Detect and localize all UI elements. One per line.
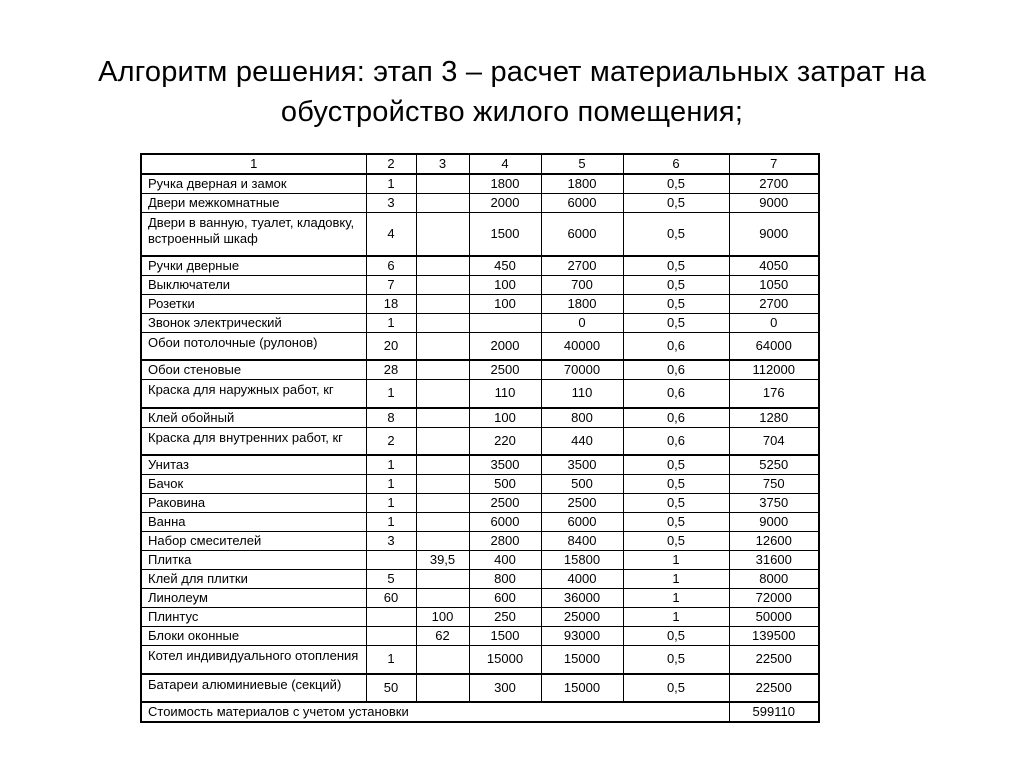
cell-value: 8000 [729, 570, 819, 589]
cell-value [416, 427, 469, 455]
cell-value: 8 [366, 408, 416, 428]
cell-value: 1500 [469, 213, 541, 256]
cell-value [416, 646, 469, 674]
cell-value: 12600 [729, 532, 819, 551]
cell-value: 4050 [729, 256, 819, 276]
cell-value: 1 [366, 475, 416, 494]
cell-value: 0,6 [623, 332, 729, 360]
table-row [141, 275, 819, 294]
table-row [141, 551, 819, 570]
cell-item-name: Блоки оконные [141, 627, 366, 646]
total-value: 599110 [729, 702, 819, 722]
cell-value: 0,6 [623, 408, 729, 428]
cell-value [366, 627, 416, 646]
cell-value: 1800 [541, 174, 623, 194]
cell-value [366, 551, 416, 570]
cell-value: 110 [541, 380, 623, 408]
table-row [141, 194, 819, 213]
cell-value: 40000 [541, 332, 623, 360]
total-label: Стоимость материалов с учетом установки [141, 702, 729, 722]
cell-item-name: Розетки [141, 294, 366, 313]
cell-value: 72000 [729, 589, 819, 608]
materials-cost-table-wrapper [140, 153, 820, 723]
cell-value: 2800 [469, 532, 541, 551]
table-row [141, 674, 819, 702]
column-header: 4 [469, 154, 541, 174]
cell-item-name: Обои потолочные (рулонов) [141, 332, 366, 360]
cell-item-name: Набор смесителей [141, 532, 366, 551]
table-row [141, 646, 819, 674]
cell-value: 700 [541, 275, 623, 294]
cell-value: 1 [366, 455, 416, 475]
cell-value: 2500 [469, 360, 541, 380]
cell-value: 0,5 [623, 174, 729, 194]
cell-value: 0,5 [623, 194, 729, 213]
table-header-row [141, 154, 819, 174]
cell-value: 6000 [469, 513, 541, 532]
cell-value: 64000 [729, 332, 819, 360]
table-row [141, 494, 819, 513]
cell-value [366, 608, 416, 627]
table-row [141, 427, 819, 455]
cell-value: 100 [469, 275, 541, 294]
cell-value: 31600 [729, 551, 819, 570]
cell-value [416, 174, 469, 194]
cell-value: 4 [366, 213, 416, 256]
cell-value: 1050 [729, 275, 819, 294]
cell-value: 6000 [541, 194, 623, 213]
cell-value: 0,5 [623, 646, 729, 674]
cell-item-name: Ручки дверные [141, 256, 366, 276]
cell-value [416, 360, 469, 380]
cell-value [416, 513, 469, 532]
table-row [141, 213, 819, 256]
cell-value: 1 [623, 551, 729, 570]
cell-value: 4000 [541, 570, 623, 589]
cell-value: 1800 [469, 174, 541, 194]
cell-item-name: Клей обойный [141, 408, 366, 428]
cell-value: 6000 [541, 213, 623, 256]
cell-value: 2500 [469, 494, 541, 513]
cell-value: 0 [541, 313, 623, 332]
cell-value: 28 [366, 360, 416, 380]
table-row [141, 627, 819, 646]
cell-value: 0,5 [623, 513, 729, 532]
cell-value: 1 [623, 608, 729, 627]
cell-item-name: Ванна [141, 513, 366, 532]
cell-value: 500 [541, 475, 623, 494]
cell-value [416, 532, 469, 551]
cell-value: 3 [366, 532, 416, 551]
table-row [141, 294, 819, 313]
cell-value [416, 194, 469, 213]
cell-value [416, 494, 469, 513]
cell-item-name: Бачок [141, 475, 366, 494]
cell-value: 500 [469, 475, 541, 494]
table-row [141, 332, 819, 360]
cell-value: 15000 [469, 646, 541, 674]
cell-item-name: Линолеум [141, 589, 366, 608]
cell-value: 3 [366, 194, 416, 213]
cell-value: 1 [366, 313, 416, 332]
cell-value: 70000 [541, 360, 623, 380]
cell-value [416, 380, 469, 408]
cell-item-name: Выключатели [141, 275, 366, 294]
cell-value: 2700 [541, 256, 623, 276]
cell-value: 139500 [729, 627, 819, 646]
cell-value: 0,6 [623, 427, 729, 455]
cell-item-name: Раковина [141, 494, 366, 513]
table-row [141, 475, 819, 494]
cell-value: 250 [469, 608, 541, 627]
cell-value: 15000 [541, 674, 623, 702]
cell-value: 0,5 [623, 275, 729, 294]
cell-value: 0,5 [623, 313, 729, 332]
cell-value: 93000 [541, 627, 623, 646]
cell-value [416, 256, 469, 276]
cell-value: 0,5 [623, 294, 729, 313]
column-header: 3 [416, 154, 469, 174]
cell-value: 0,5 [623, 627, 729, 646]
table-row [141, 313, 819, 332]
cell-item-name: Краска для наружных работ, кг [141, 380, 366, 408]
cell-value: 18 [366, 294, 416, 313]
cell-value: 9000 [729, 213, 819, 256]
cell-value [416, 674, 469, 702]
table-row [141, 513, 819, 532]
cell-value: 22500 [729, 646, 819, 674]
cell-value: 0,6 [623, 360, 729, 380]
cell-value: 36000 [541, 589, 623, 608]
cell-value: 2500 [541, 494, 623, 513]
cell-value: 15800 [541, 551, 623, 570]
cell-value: 100 [469, 408, 541, 428]
cell-value: 1500 [469, 627, 541, 646]
cell-value: 1 [623, 570, 729, 589]
cell-value: 22500 [729, 674, 819, 702]
cell-value: 300 [469, 674, 541, 702]
cell-value [416, 332, 469, 360]
cell-value [416, 294, 469, 313]
table-row [141, 570, 819, 589]
table-row [141, 589, 819, 608]
cell-value: 3500 [469, 455, 541, 475]
slide-title-line-2: обустройство жилого помещения; [280, 96, 744, 128]
cell-value: 0,6 [623, 380, 729, 408]
slide-title-line-1: Алгоритм решения: этап 3 – расчет материальных затрат на [98, 56, 926, 88]
column-header: 2 [366, 154, 416, 174]
cell-value: 50 [366, 674, 416, 702]
cell-value: 1 [366, 380, 416, 408]
cell-item-name: Краска для внутренних работ, кг [141, 427, 366, 455]
cell-value [469, 313, 541, 332]
cell-value: 2 [366, 427, 416, 455]
column-header: 5 [541, 154, 623, 174]
cell-value: 1 [623, 589, 729, 608]
cell-item-name: Двери в ванную, туалет, кладовку, встроенный шкаф [141, 213, 366, 256]
table-row [141, 380, 819, 408]
cell-value: 1 [366, 513, 416, 532]
cell-value: 112000 [729, 360, 819, 380]
table-row [141, 455, 819, 475]
table-row [141, 608, 819, 627]
cell-value: 1 [366, 174, 416, 194]
cell-value [416, 275, 469, 294]
cell-item-name: Плинтус [141, 608, 366, 627]
cell-item-name: Унитаз [141, 455, 366, 475]
cell-value: 176 [729, 380, 819, 408]
cell-value: 0,5 [623, 455, 729, 475]
cell-value [416, 213, 469, 256]
table-row [141, 256, 819, 276]
cell-item-name: Котел индивидуального отопления [141, 646, 366, 674]
cell-value [416, 570, 469, 589]
cell-value [416, 475, 469, 494]
cell-value: 704 [729, 427, 819, 455]
cell-value [416, 408, 469, 428]
cell-value: 0,5 [623, 674, 729, 702]
cell-value [416, 313, 469, 332]
cell-value: 0 [729, 313, 819, 332]
cell-value: 0,5 [623, 475, 729, 494]
cell-item-name: Обои стеновые [141, 360, 366, 380]
slide-title [0, 52, 1024, 132]
materials-cost-table [140, 153, 820, 723]
cell-value: 0,5 [623, 256, 729, 276]
cell-value: 0,5 [623, 494, 729, 513]
column-header: 7 [729, 154, 819, 174]
cell-value: 800 [469, 570, 541, 589]
cell-value: 0,5 [623, 532, 729, 551]
cell-value: 6000 [541, 513, 623, 532]
cell-item-name: Плитка [141, 551, 366, 570]
cell-value: 3500 [541, 455, 623, 475]
cell-value: 7 [366, 275, 416, 294]
cell-value: 62 [416, 627, 469, 646]
table-total-row [141, 702, 819, 722]
cell-value: 400 [469, 551, 541, 570]
cell-value: 25000 [541, 608, 623, 627]
cell-value: 600 [469, 589, 541, 608]
cell-value: 110 [469, 380, 541, 408]
cell-value: 9000 [729, 513, 819, 532]
table-row [141, 532, 819, 551]
cell-value: 450 [469, 256, 541, 276]
cell-value: 220 [469, 427, 541, 455]
cell-value: 6 [366, 256, 416, 276]
cell-value: 9000 [729, 194, 819, 213]
cell-value: 60 [366, 589, 416, 608]
cell-value: 3750 [729, 494, 819, 513]
cell-value: 2700 [729, 174, 819, 194]
cell-value: 100 [416, 608, 469, 627]
cell-item-name: Звонок электрический [141, 313, 366, 332]
cell-value: 800 [541, 408, 623, 428]
cell-value: 0,5 [623, 213, 729, 256]
cell-value [416, 455, 469, 475]
cell-value: 2000 [469, 332, 541, 360]
cell-item-name: Ручка дверная и замок [141, 174, 366, 194]
cell-value: 1 [366, 494, 416, 513]
cell-value [416, 589, 469, 608]
cell-value: 100 [469, 294, 541, 313]
cell-value: 5250 [729, 455, 819, 475]
table-row [141, 360, 819, 380]
cell-value: 1 [366, 646, 416, 674]
cell-value: 2700 [729, 294, 819, 313]
column-header: 6 [623, 154, 729, 174]
cell-item-name: Клей для плитки [141, 570, 366, 589]
cell-value: 50000 [729, 608, 819, 627]
table-row [141, 408, 819, 428]
table-row [141, 174, 819, 194]
cell-value: 750 [729, 475, 819, 494]
cell-value: 20 [366, 332, 416, 360]
cell-item-name: Двери межкомнатные [141, 194, 366, 213]
column-header: 1 [141, 154, 366, 174]
cell-value: 8400 [541, 532, 623, 551]
cell-value: 39,5 [416, 551, 469, 570]
cell-value: 440 [541, 427, 623, 455]
cell-item-name: Батареи алюминиевые (секций) [141, 674, 366, 702]
cell-value: 1800 [541, 294, 623, 313]
cell-value: 5 [366, 570, 416, 589]
cell-value: 2000 [469, 194, 541, 213]
cell-value: 1280 [729, 408, 819, 428]
cell-value: 15000 [541, 646, 623, 674]
